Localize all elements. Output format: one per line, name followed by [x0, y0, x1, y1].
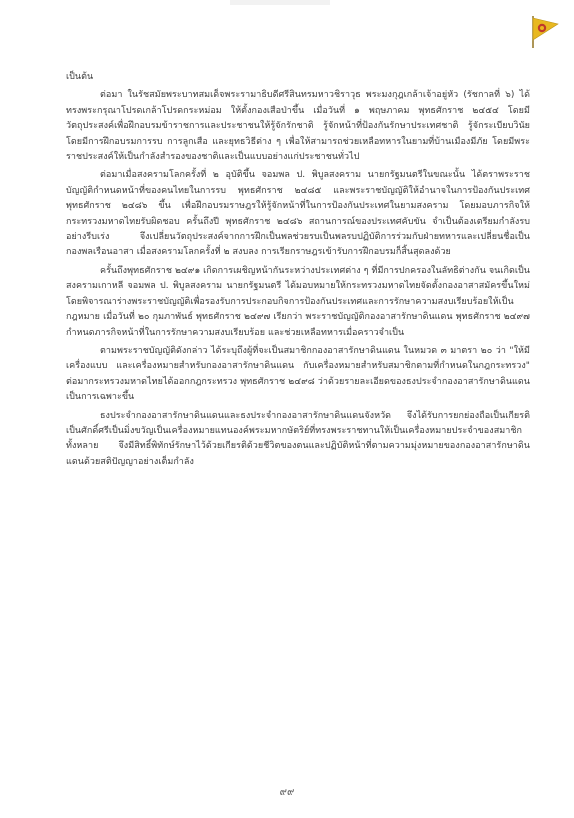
top-edge-strip: [230, 0, 330, 5]
paragraph: ต่อมาเมื่อสงครามโลกครั้งที่ ๒ อุบัติขึ้น จอมพล ป. พิบูลสงคราม นายกรัฐมนตรีในขณะนั้น ได้ตราพระราชบัญญัติกำหนดหน้าที่ของคนไทยในการรบ พุทธศักราช ๒๔๘๕ และพระราชบัญญัติให้อำนาจในการป้องกันประเทศ พุทธศักราช ๒๔๘๖ ขึ้น เพื่อฝึกอบรมราษฎรให้รู้จักหน้าที่ในการป้องกันประเทศในยามสงคราม โดยมอบภารกิจให้กระทรวงมหาดไทยรับผิดชอบ ครั้นถึงปี พุทธศักราช ๒๔๘๖ สถานการณ์ของประเทศคับขัน จำเป็นต้องเตรียมกำลังรบอย่างรีบเร่ง จึงเปลี่ยนวัตถุประสงค์จากการฝึกเป็นพลช่วยรบเป็นพลรบปฏิบัติการร่วมกับฝ่ายทหารและเปลี่ยนชื่อเป็น กองพลเรือนอาสา เมื่อสงครามโลกครั้งที่ ๒ สงบลง การเรียกราษฎรเข้ารับการฝึกอบรมก็สิ้นสุดลงด้วย: [66, 170, 530, 258]
paragraph: ตามพระราชบัญญัติดังกล่าว ได้ระบุถึงผู้ที่จะเป็นสมาชิกกองอาสารักษาดินแดน ในหมวด ๓ มาตรา ๒๐ ว่า "ให้มีเครื่องแบบ และเครื่องหมายสำหรับกองอาสารักษาดินแดน กับเครื่องหมายสำหรับสมาชิกตามที่กำหนดในกฎกระทรวง" ต่อมากระทรวงมหาดไทยได้ออกกฎกระทรวง พุทธศักราช ๒๔๙๘ ว่าด้วยรายละเอียดของธงประจำกองอาสารักษาดินแดนเป็นการเฉพาะขึ้น: [66, 345, 530, 403]
paragraph: ครั้นถึงพุทธศักราช ๒๔๙๑ เกิดการเผชิญหน้ากันระหว่างประเทศต่าง ๆ ที่มีการปกครองในลัทธิต่างกัน จนเกิดเป็นสงครามเกาหลี จอมพล ป. พิบูลสงคราม นายกรัฐมนตรี ได้มอบหมายให้กระทรวงมหาดไทยจัดตั้งกองอาสาสมัครขึ้นใหม่ โดยพิจารณาร่างพระราชบัญญัติเพื่อรองรับการประกอบกิจการป้องกันประเทศและการรักษาความสงบเรียบร้อยให้เป็นกฎหมาย เมื่อวันที่ ๒๐ กุมภาพันธ์ พุทธศักราช ๒๔๙๗ เรียกว่า พระราชบัญญัติกองอาสารักษาดินแดน พุทธศักราช ๒๔๙๗ กำหนดภารกิจหน้าที่ในการรักษาความสงบเรียบร้อย และช่วยเหลือทหารเมื่อคราวจำเป็น: [66, 265, 530, 338]
document-body: [66, 70, 530, 470]
paragraph: ต่อมา ในรัชสมัยพระบาทสมเด็จพระรามาธิบดีศรีสินทรมหาวชิราวุธ พระมงกุฎเกล้าเจ้าอยู่หัว (รัชกาลที่ ๖) ได้ทรงพระกรุณาโปรดเกล้าโปรดกระหม่อม ให้ตั้งกองเสือป่าขึ้น เมื่อวันที่ ๑ พฤษภาคม พุทธศักราช ๒๔๕๔ โดยมีวัตถุประสงค์เพื่อฝึกอบรมข้าราชการและประชาชนให้รู้จักรักชาติ รู้จักหน้าที่ป้องกันรักษาประเทศชาติ รู้จักระเบียบวินัย โดยมีการฝึกอบรมการรบ การลูกเสือ และยุทธวิธีต่าง ๆ เพื่อให้สามารถช่วยเหลือทหารในยามที่บ้านเมืองมีภัย โดยมีพระราชประสงค์ให้เป็นกำลังสำรองของชาติและเป็นแบบอย่างแก่ประชาชนทั่วไป: [66, 90, 530, 163]
paragraph: ธงประจำกองอาสารักษาดินแดนและธงประจำกองอาสารักษาดินแดนจังหวัด จึงได้รับการยกย่องถือเป็นเกียรติเป็นศักดิ์ศรีเป็นมิ่งขวัญเป็นเครื่องหมายแทนองค์พระมหากษัตริย์ที่ทรงพระราชทานให้เป็นเครื่องหมายประจำของสมาชิกทั้งหลาย จึงมีสิทธิ์พิทักษ์รักษาไว้ด้วยเกียรติด้วยชีวิตของตนและปฏิบัติหน้าที่ตามความมุ่งหมายของกองอาสารักษาดินแดนด้วยสติปัญญาอย่างเต็มกำลัง: [66, 410, 530, 467]
flag-emblem-icon: [528, 14, 560, 48]
page-number: ๙๙: [279, 787, 295, 798]
paragraph: เป็นต้น: [66, 72, 94, 82]
